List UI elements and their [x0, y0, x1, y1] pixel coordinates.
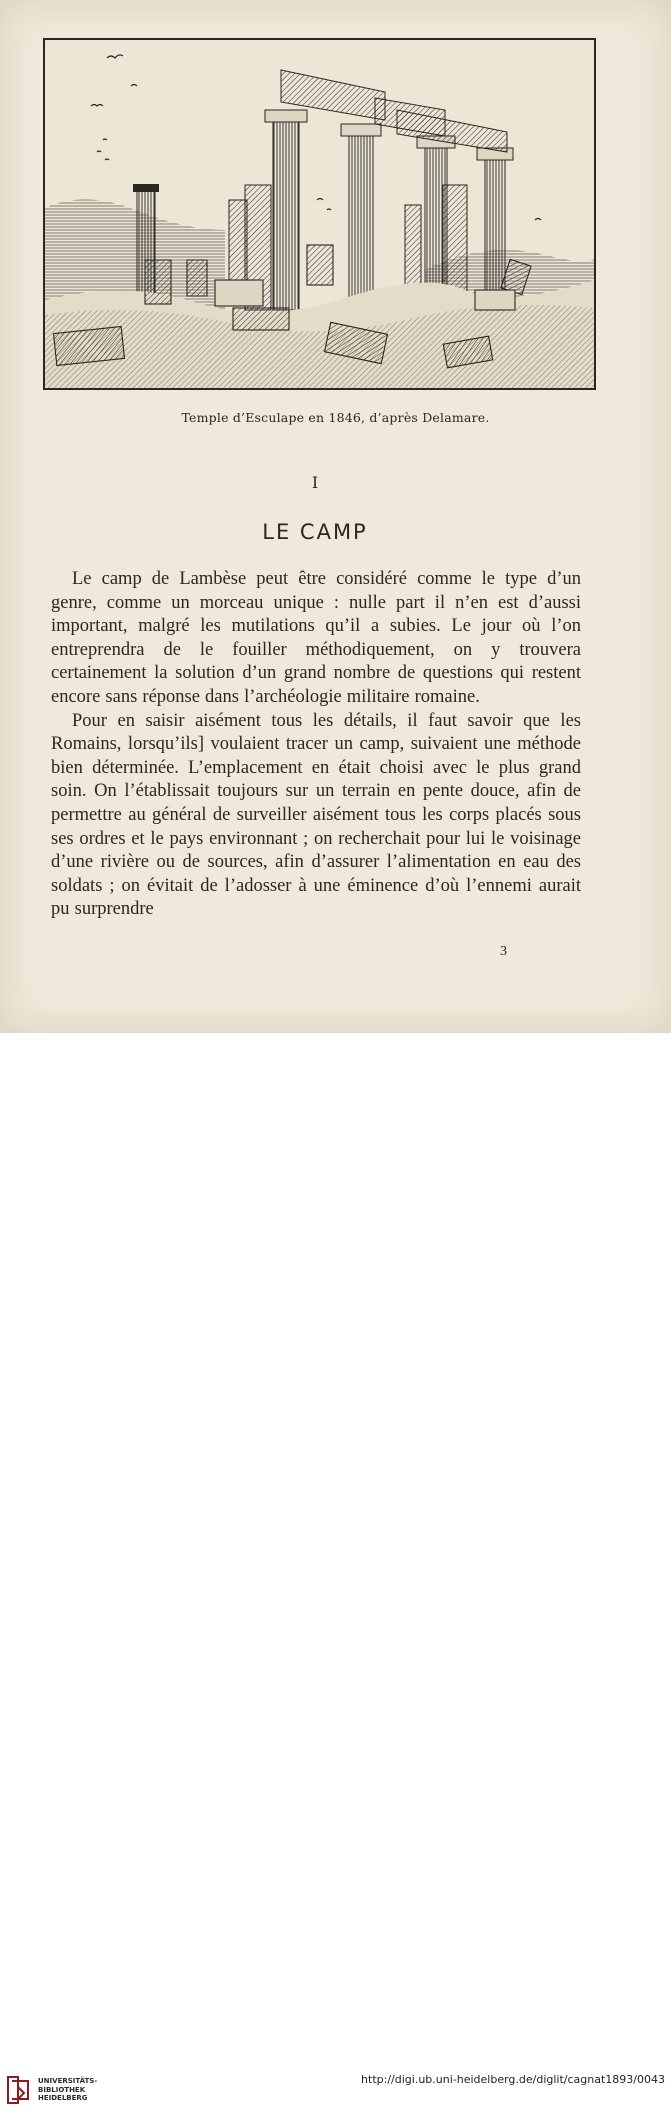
- temple-engraving: [43, 38, 596, 390]
- institution-line: BIBLIOTHEK: [38, 2085, 86, 2094]
- source-url-link[interactable]: http://digi.ub.uni-heidelberg.de/diglit/cagnat1893/0043: [361, 2073, 665, 2086]
- page-number: 3: [500, 944, 507, 959]
- chapter-number: I: [311, 473, 319, 492]
- library-logo-icon: [6, 2073, 30, 2107]
- body-text: [51, 568, 581, 922]
- book-page: [0, 0, 671, 1033]
- institution-line: UNIVERSITÄTS-: [38, 2077, 98, 2085]
- institution-line: HEIDELBERG: [38, 2094, 88, 2102]
- chapter-title: LE CAMP: [262, 520, 368, 544]
- paragraph-1: Le camp de Lambèse peut être considéré comme le type d’un genre, comme un morceau unique : nulle part il n’en est d’aussi important, malgré les mutilations qu’il a subies. Le jour où l’on entreprendra de le fouiller méthodiquement, on y trouvera certainement la solution d’un grand nombre de questions qui restent encore sans réponse dans l’archéologie militaire romaine.: [51, 569, 581, 707]
- institution-name: [38, 2077, 97, 2103]
- digitization-footer: [0, 1033, 671, 2102]
- figure-caption: Temple d’Esculape en 1846, d’après Delamare.: [181, 410, 490, 425]
- paragraph-2: Pour en saisir aisément tous les détails, il faut savoir que les Romains, lorsqu’ils] voulaient tracer un camp, suivaient une méthode bien déterminée. L’emplacement en était choisi avec le plus grand soin. On l’établissait toujours sur un terrain en pente douce, afin de permettre au général de surveiller aisément tous les corps placés sous ses ordres et le pays environnant ; on recherchait pour lui le voisinage d’une rivière ou de sources, afin d’assurer l’alimentation en eau des soldats ; on évitait de l’adosser à une éminence d’où l’ennemi aurait pu surprendre: [51, 710, 581, 920]
